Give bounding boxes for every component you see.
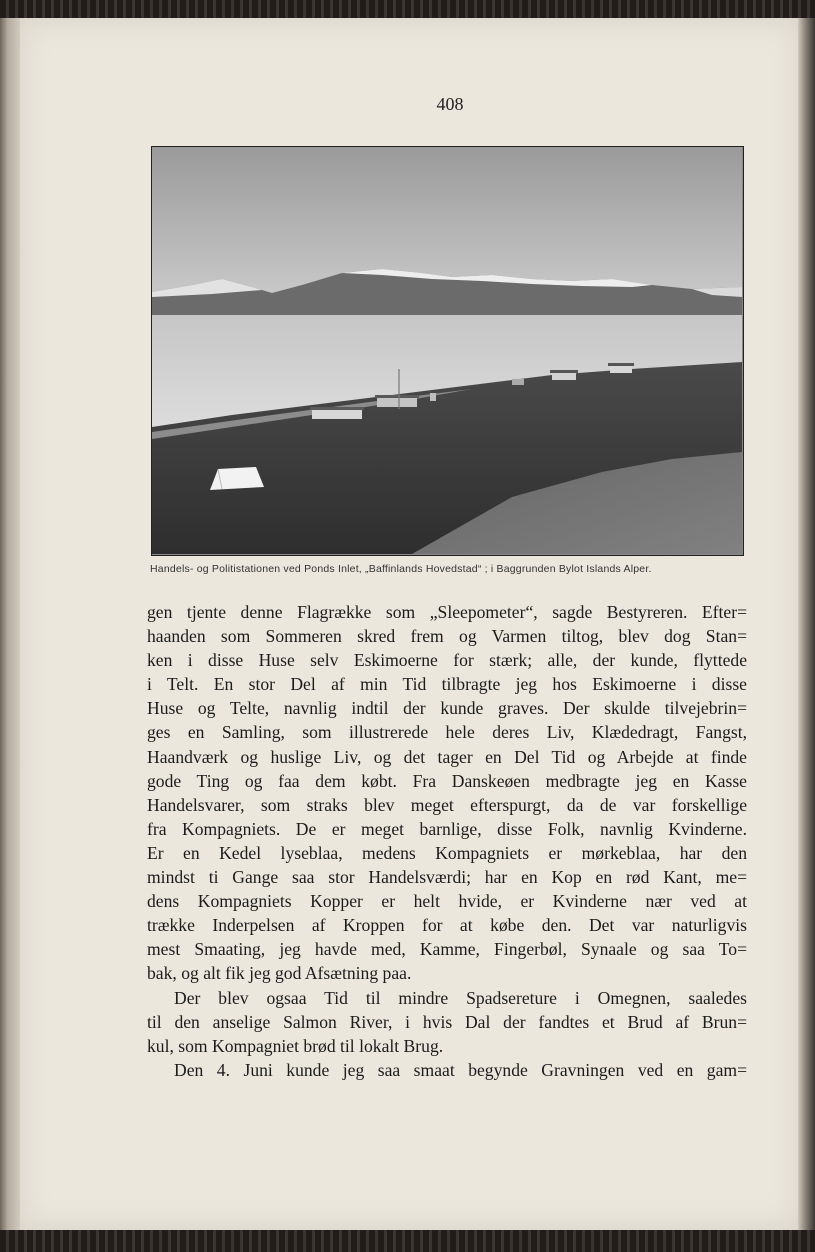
text-line: fra Kompagniets. De er meget barnlige, disse Folk, navnlig Kvinderne. — [147, 818, 747, 839]
text-line: mindst ti Gange saa stor Handelsværdi; har en Kop en rød Kant, me= — [147, 867, 747, 888]
text-line: haanden som Sommeren skred frem og Varmen tiltog, blev dog Stan= — [147, 626, 747, 647]
page-number: 408 — [436, 94, 464, 114]
text-line: kul, som Kompagniet brød til lokalt Brug. — [147, 1035, 444, 1056]
scanner-bottom-edge — [0, 1230, 815, 1252]
scanner-top-edge — [0, 0, 815, 20]
text-line: til den anselige Salmon River, i hvis Dal der fandtes et Brud af Brun= — [147, 1011, 747, 1032]
photo-caption: Handels- og Politistationen ved Ponds Inlet, „Baffinlands Hovedstad“ ; i Baggrunden Bylot Islands Alper. — [150, 563, 652, 575]
text-line: gode Ting og faa dem købt. Fra Danskeøen medbragte jeg en Kasse — [147, 770, 747, 791]
text-line: Den 4. Juni kunde jeg saa smaat begynde Gravningen ved en gam= — [174, 1059, 747, 1080]
photo-image — [152, 147, 742, 554]
text-line: mest Smaating, jeg havde med, Kamme, Fingerbøl, Synaale og saa To= — [147, 939, 747, 960]
book-spine — [798, 18, 815, 1230]
text-line: bak, og alt fik jeg god Afsætning paa. — [147, 963, 412, 984]
text-line: Der blev ogsaa Tid til mindre Spadsereture i Omegnen, saaledes — [174, 987, 747, 1008]
text-line: dens Kompagniets Kopper er helt hvide, er Kvinderne nær ved at — [147, 891, 747, 912]
text-line: i Telt. En stor Del af min Tid tilbragte jeg hos Eskimoerne i disse — [147, 674, 747, 695]
text-line: Handelsvarer, som straks blev meget efterspurgt, da de var forskellige — [147, 794, 747, 815]
text-line: ges en Samling, som illustrerede hele deres Liv, Klædedragt, Fangst, — [147, 722, 747, 743]
text-line: Huse og Telte, navnlig indtil der kunde graves. Der skulde tilvejebrin= — [147, 698, 747, 719]
text-line: ken i disse Huse selv Eskimoerne for stærk; alle, der kunde, flyttede — [147, 650, 747, 671]
page-left-edge — [0, 18, 22, 1230]
text-line: trække Inderpelsen af Kroppen for at købe den. Det var naturligvis — [147, 915, 747, 936]
landscape-photograph — [151, 146, 744, 556]
body-text — [147, 600, 747, 1082]
text-line: Er en Kedel lyseblaa, medens Kompagniets er mørkeblaa, har den — [147, 842, 747, 863]
text-line: gen tjente denne Flagrække som „Sleepometer“, sagde Bestyreren. Efter= — [147, 602, 747, 622]
text-line: Haandværk og huslige Liv, og det tager en Del Tid og Arbejde at finde — [147, 746, 747, 767]
